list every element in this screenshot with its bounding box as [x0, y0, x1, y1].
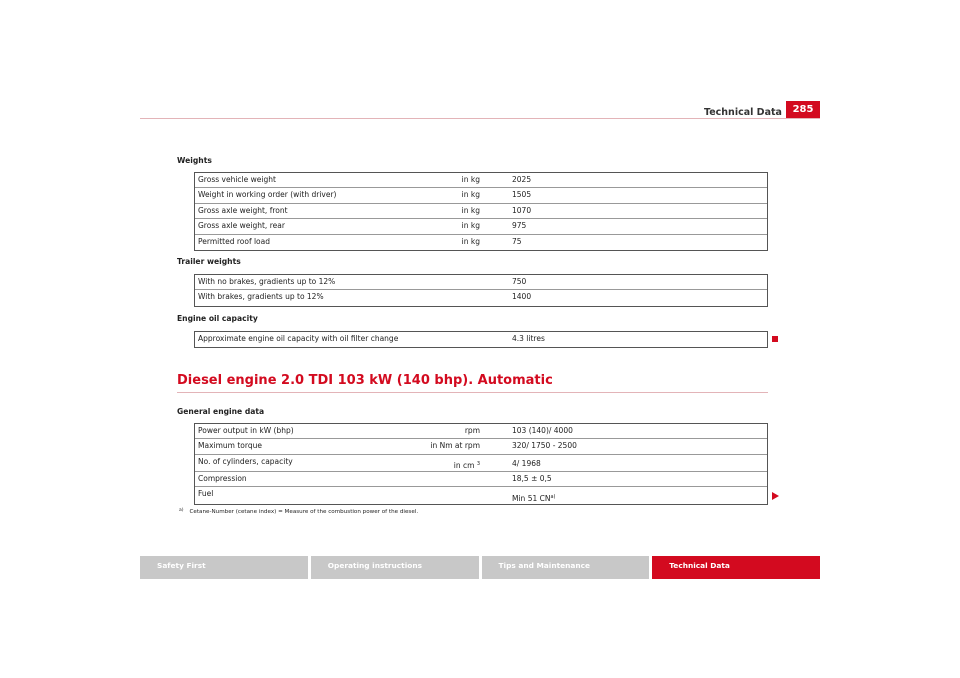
- row-value: 975: [512, 221, 527, 231]
- tab-safety-first[interactable]: Safety First: [140, 556, 308, 579]
- row-label: Weight in working order (with driver): [198, 190, 337, 200]
- tab-tips-and-maintenance[interactable]: Tips and Maintenance: [482, 556, 650, 579]
- row-value: 4.3 litres: [512, 334, 545, 343]
- row-label: Compression: [198, 473, 247, 483]
- section-end-marker-icon: [772, 336, 778, 342]
- weights-heading: Weights: [177, 156, 212, 165]
- trailer-weights-heading: Trailer weights: [177, 257, 241, 266]
- table-row: [195, 235, 767, 250]
- row-unit: in kg: [461, 175, 480, 184]
- unit-text: in cm: [453, 460, 475, 470]
- footer-nav: [140, 556, 820, 579]
- table-row: [195, 275, 767, 290]
- table-row: [195, 290, 767, 305]
- row-value: 1070: [512, 205, 532, 215]
- row-value: [512, 490, 555, 506]
- trailer-weights-table: [194, 274, 768, 307]
- table-row: [195, 424, 767, 439]
- table-row: [195, 173, 767, 188]
- row-value: 18,5 ± 0,5: [512, 473, 552, 483]
- row-unit: rpm: [464, 426, 480, 435]
- row-label: Fuel: [198, 489, 214, 499]
- row-label: No. of cylinders, capacity: [198, 456, 293, 466]
- table-row: [195, 219, 767, 234]
- row-unit: in kg: [461, 190, 480, 200]
- row-value: 1505: [512, 190, 532, 200]
- row-value: 1400: [512, 292, 532, 302]
- table-row: [195, 472, 767, 487]
- row-label: With brakes, gradients up to 12%: [198, 292, 324, 302]
- tab-operating-instructions[interactable]: Operating instructions: [311, 556, 479, 579]
- value-text: Min 51 CN: [512, 494, 551, 504]
- table-row: [195, 332, 767, 347]
- engine-oil-heading: Engine oil capacity: [177, 314, 258, 323]
- footnote: [179, 508, 418, 515]
- row-value: 750: [512, 277, 527, 286]
- row-unit: in kg: [461, 221, 480, 231]
- footnote-mark: a): [179, 508, 184, 513]
- row-unit: in kg: [461, 205, 480, 215]
- unit-superscript: 3: [476, 460, 480, 467]
- footnote-text: Cetane-Number (cetane index) = Measure of the combustion power of the diesel.: [189, 509, 419, 515]
- row-value: 4/ 1968: [512, 458, 541, 468]
- row-value: 75: [512, 236, 522, 246]
- row-unit: in Nm at rpm: [430, 441, 480, 451]
- engine-data-table: [194, 423, 768, 505]
- title-rule: [177, 392, 768, 393]
- row-value: 2025: [512, 175, 532, 184]
- continue-arrow-icon: [772, 492, 779, 500]
- tab-technical-data[interactable]: Technical Data: [652, 556, 820, 579]
- row-unit: [454, 457, 480, 473]
- table-row: [195, 439, 767, 454]
- row-label: Gross axle weight, front: [198, 205, 288, 215]
- row-label: Maximum torque: [198, 441, 262, 451]
- row-value: 103 (140)/ 4000: [512, 426, 573, 435]
- row-label: Approximate engine oil capacity with oil filter change: [198, 334, 399, 343]
- row-label: Permitted roof load: [198, 236, 271, 246]
- row-label: Power output in kW (bhp): [198, 426, 294, 435]
- diesel-engine-title: Diesel engine 2.0 TDI 103 kW (140 bhp). Automatic: [177, 373, 553, 388]
- row-label: With no brakes, gradients up to 12%: [198, 277, 336, 286]
- row-label: Gross vehicle weight: [198, 175, 276, 184]
- footnote-ref: a): [550, 494, 556, 501]
- table-row: [195, 204, 767, 219]
- header-rule: [140, 118, 820, 119]
- weights-table: [194, 172, 768, 251]
- table-row: [195, 455, 767, 472]
- general-engine-data-heading: General engine data: [177, 407, 265, 416]
- row-value: 320/ 1750 - 2500: [512, 441, 577, 451]
- page-header-title: Technical Data: [704, 107, 782, 118]
- table-row: [195, 487, 767, 504]
- row-label: Gross axle weight, rear: [198, 221, 285, 231]
- table-row: [195, 188, 767, 203]
- row-unit: in kg: [461, 236, 480, 246]
- engine-oil-table: [194, 331, 768, 348]
- page-number-badge: 285: [786, 101, 820, 119]
